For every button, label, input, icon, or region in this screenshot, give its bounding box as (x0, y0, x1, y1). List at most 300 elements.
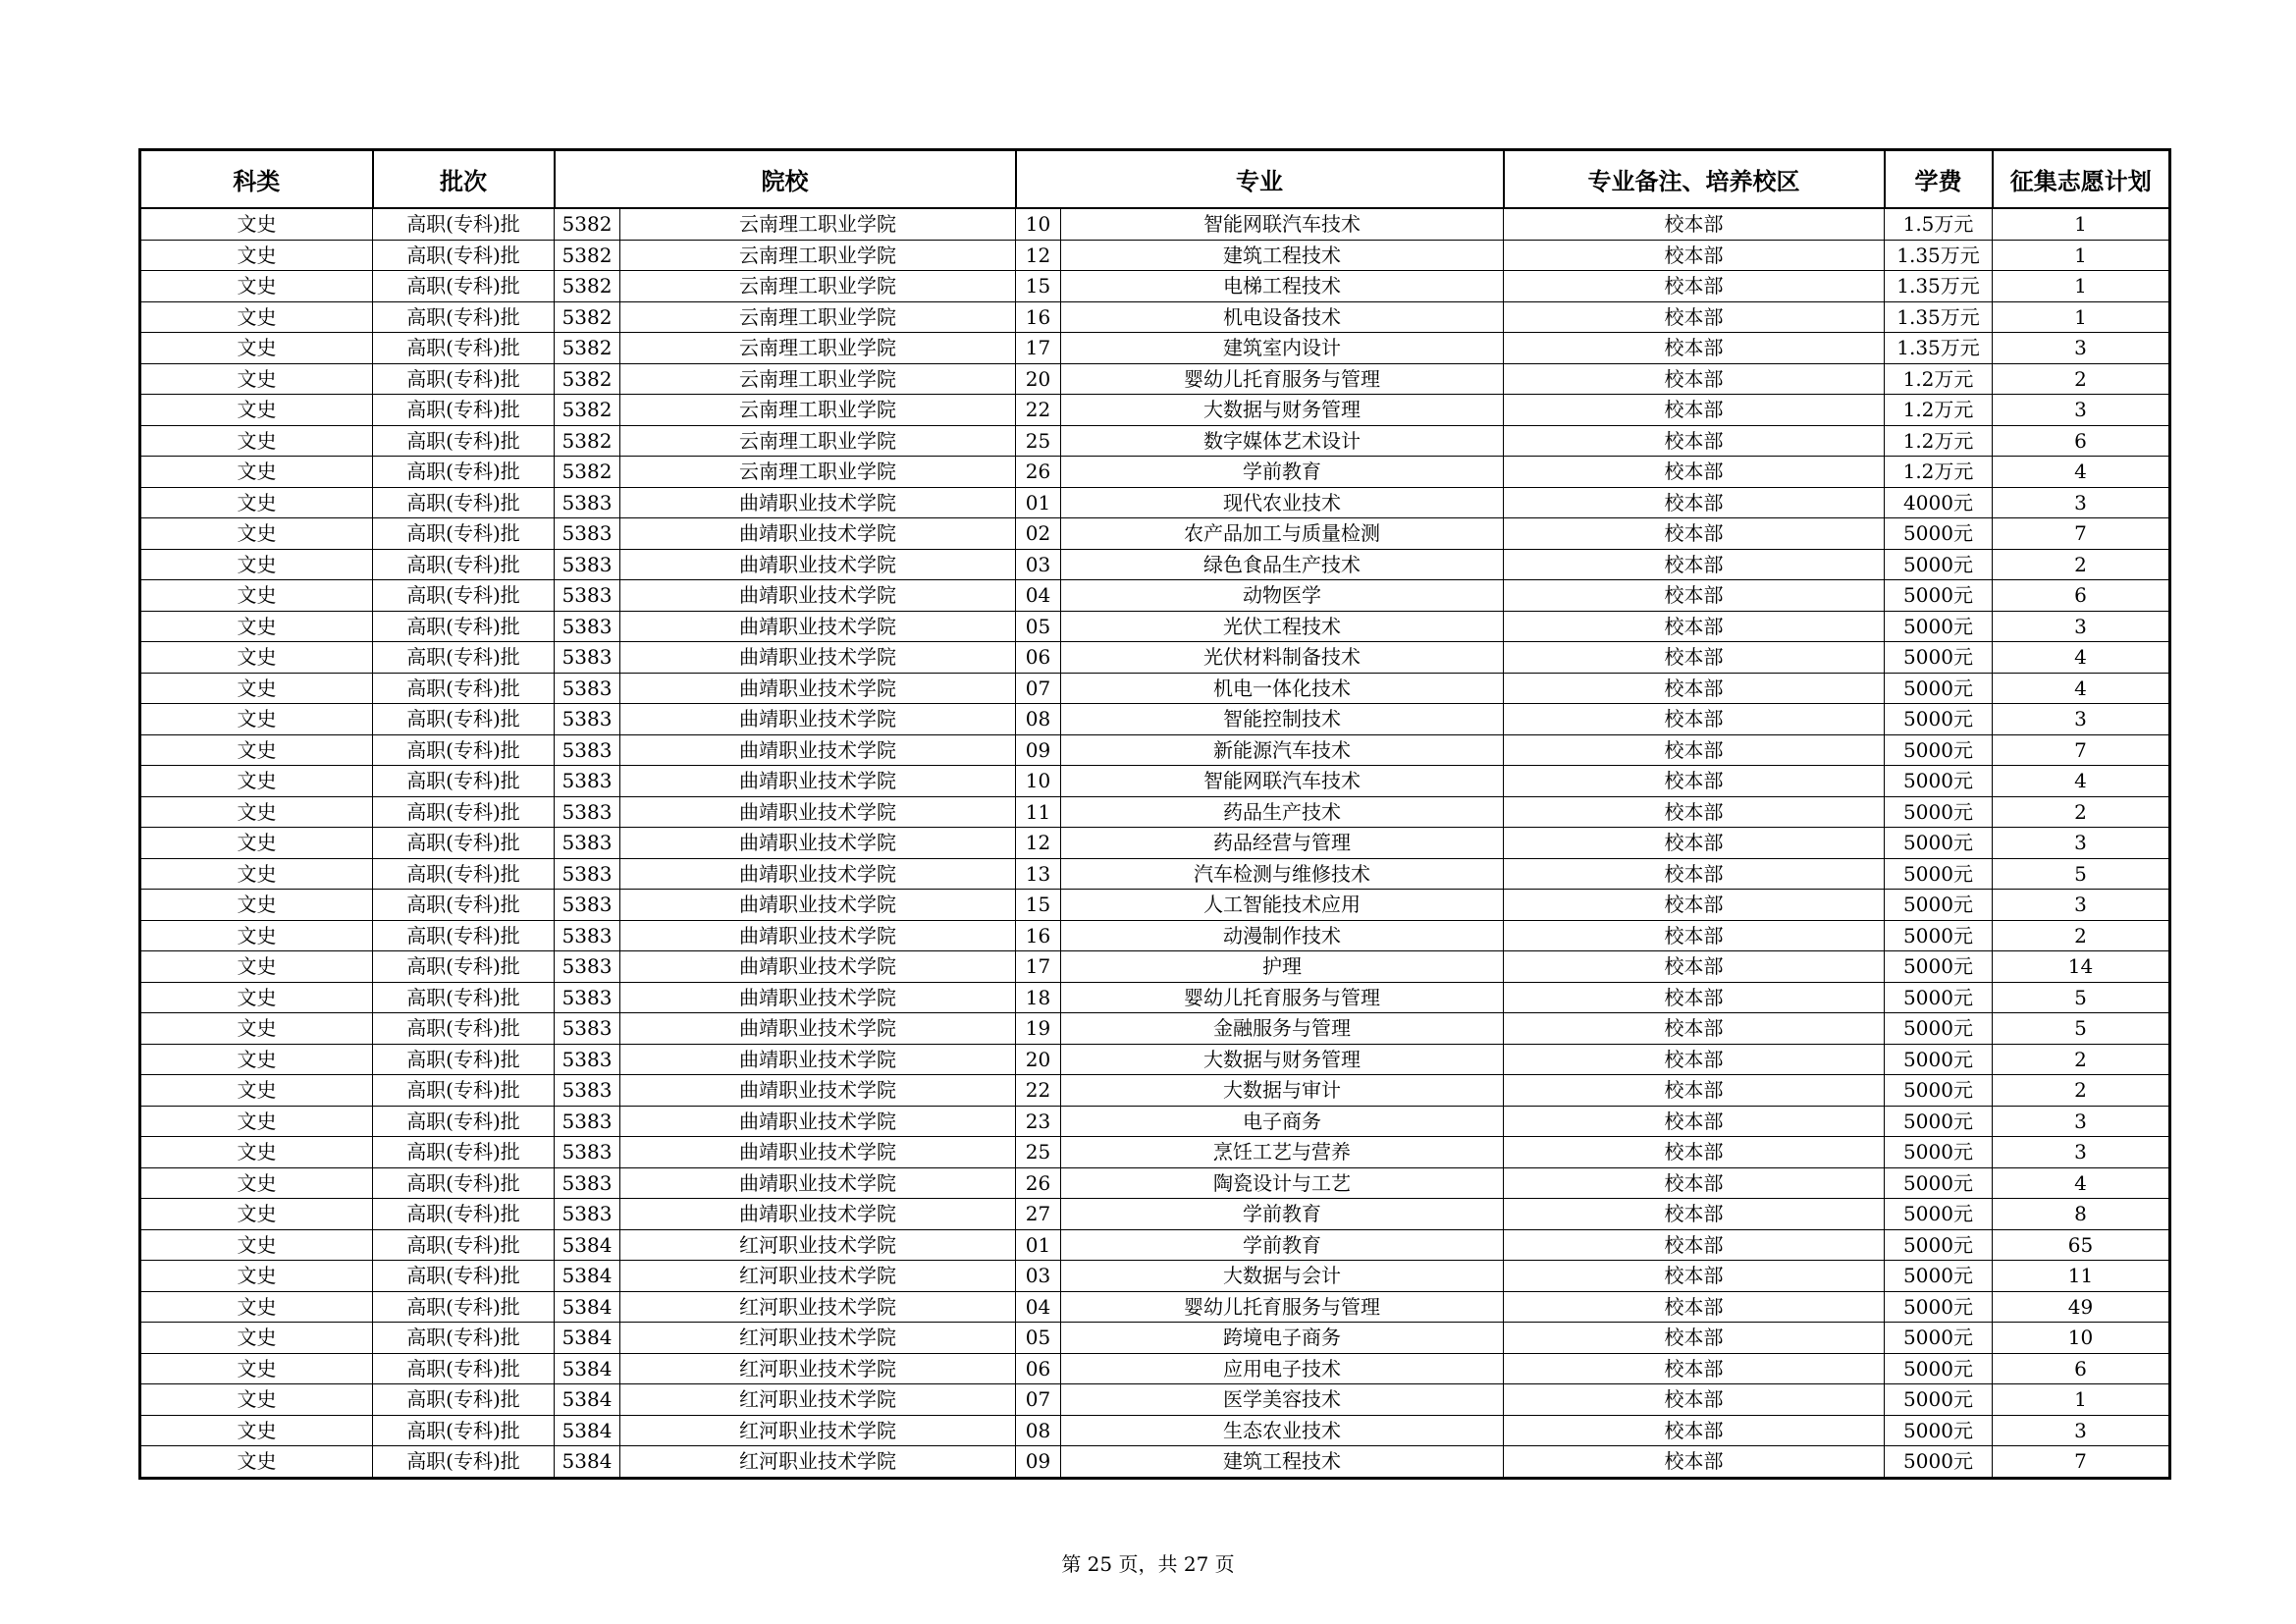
cell-school-code: 5382 (555, 208, 620, 240)
cell-major-name: 建筑工程技术 (1061, 1446, 1504, 1479)
cell-major-name: 智能控制技术 (1061, 704, 1504, 735)
cell-school-name: 曲靖职业技术学院 (620, 1044, 1016, 1075)
cell-remarks: 校本部 (1504, 1167, 1885, 1199)
cell-school-code: 5383 (555, 580, 620, 612)
cell-major-name: 大数据与财务管理 (1061, 395, 1504, 426)
cell-category: 文史 (140, 828, 373, 859)
cell-major-code: 09 (1016, 1446, 1061, 1479)
cell-major-name: 学前教育 (1061, 1199, 1504, 1230)
cell-category: 文史 (140, 1415, 373, 1446)
cell-school-code: 5383 (555, 1167, 620, 1199)
cell-school-name: 曲靖职业技术学院 (620, 890, 1016, 921)
cell-school-code: 5384 (555, 1291, 620, 1323)
cell-tuition: 4000元 (1885, 487, 1993, 518)
cell-remarks: 校本部 (1504, 828, 1885, 859)
table-row (140, 580, 2170, 612)
cell-school-name: 曲靖职业技术学院 (620, 1013, 1016, 1045)
cell-tuition: 5000元 (1885, 1353, 1993, 1384)
cell-major-name: 人工智能技术应用 (1061, 890, 1504, 921)
cell-tuition: 5000元 (1885, 673, 1993, 704)
cell-school-code: 5383 (555, 487, 620, 518)
cell-remarks: 校本部 (1504, 1384, 1885, 1416)
cell-tuition: 5000元 (1885, 766, 1993, 797)
cell-batch: 高职(专科)批 (373, 858, 555, 890)
cell-category: 文史 (140, 1353, 373, 1384)
cell-school-code: 5383 (555, 1075, 620, 1107)
cell-school-code: 5383 (555, 549, 620, 580)
cell-plan: 3 (1993, 1106, 2170, 1137)
cell-major-name: 金融服务与管理 (1061, 1013, 1504, 1045)
cell-batch: 高职(专科)批 (373, 208, 555, 240)
cell-school-name: 红河职业技术学院 (620, 1261, 1016, 1292)
table-row (140, 425, 2170, 457)
cell-category: 文史 (140, 271, 373, 302)
cell-plan: 2 (1993, 796, 2170, 828)
cell-tuition: 5000元 (1885, 1384, 1993, 1416)
cell-remarks: 校本部 (1504, 1229, 1885, 1261)
cell-school-code: 5383 (555, 1013, 620, 1045)
cell-major-code: 20 (1016, 363, 1061, 395)
cell-major-code: 13 (1016, 858, 1061, 890)
cell-plan: 4 (1993, 642, 2170, 674)
cell-major-name: 药品经营与管理 (1061, 828, 1504, 859)
cell-category: 文史 (140, 1106, 373, 1137)
cell-school-name: 红河职业技术学院 (620, 1353, 1016, 1384)
cell-tuition: 5000元 (1885, 1167, 1993, 1199)
cell-school-name: 曲靖职业技术学院 (620, 704, 1016, 735)
cell-plan: 1 (1993, 240, 2170, 271)
cell-major-code: 04 (1016, 580, 1061, 612)
cell-batch: 高职(专科)批 (373, 642, 555, 674)
table-row (140, 1261, 2170, 1292)
cell-batch: 高职(专科)批 (373, 487, 555, 518)
cell-school-code: 5382 (555, 301, 620, 333)
cell-school-code: 5382 (555, 240, 620, 271)
cell-category: 文史 (140, 1384, 373, 1416)
cell-tuition: 5000元 (1885, 704, 1993, 735)
cell-major-name: 生态农业技术 (1061, 1415, 1504, 1446)
cell-tuition: 5000元 (1885, 580, 1993, 612)
cell-remarks: 校本部 (1504, 951, 1885, 983)
cell-remarks: 校本部 (1504, 208, 1885, 240)
cell-batch: 高职(专科)批 (373, 796, 555, 828)
cell-school-code: 5383 (555, 982, 620, 1013)
cell-plan: 65 (1993, 1229, 2170, 1261)
cell-plan: 2 (1993, 1075, 2170, 1107)
table-row (140, 363, 2170, 395)
cell-category: 文史 (140, 734, 373, 766)
cell-category: 文史 (140, 1323, 373, 1354)
cell-plan: 8 (1993, 1199, 2170, 1230)
cell-tuition: 5000元 (1885, 1261, 1993, 1292)
cell-major-code: 16 (1016, 301, 1061, 333)
cell-batch: 高职(专科)批 (373, 1106, 555, 1137)
cell-school-name: 曲靖职业技术学院 (620, 796, 1016, 828)
cell-batch: 高职(专科)批 (373, 363, 555, 395)
cell-category: 文史 (140, 1075, 373, 1107)
cell-major-name: 智能网联汽车技术 (1061, 766, 1504, 797)
cell-remarks: 校本部 (1504, 1415, 1885, 1446)
cell-batch: 高职(专科)批 (373, 673, 555, 704)
cell-school-code: 5384 (555, 1323, 620, 1354)
cell-tuition: 5000元 (1885, 982, 1993, 1013)
cell-plan: 1 (1993, 271, 2170, 302)
cell-batch: 高职(专科)批 (373, 1229, 555, 1261)
cell-remarks: 校本部 (1504, 1199, 1885, 1230)
cell-major-name: 陶瓷设计与工艺 (1061, 1167, 1504, 1199)
cell-major-code: 23 (1016, 1106, 1061, 1137)
cell-remarks: 校本部 (1504, 1137, 1885, 1168)
cell-school-name: 曲靖职业技术学院 (620, 951, 1016, 983)
cell-major-name: 婴幼儿托育服务与管理 (1061, 1291, 1504, 1323)
table-row (140, 982, 2170, 1013)
cell-category: 文史 (140, 1013, 373, 1045)
cell-school-name: 曲靖职业技术学院 (620, 982, 1016, 1013)
cell-remarks: 校本部 (1504, 487, 1885, 518)
header-batch: 批次 (373, 150, 555, 209)
cell-school-name: 红河职业技术学院 (620, 1323, 1016, 1354)
cell-batch: 高职(专科)批 (373, 611, 555, 642)
cell-major-code: 06 (1016, 642, 1061, 674)
cell-major-code: 25 (1016, 425, 1061, 457)
cell-remarks: 校本部 (1504, 549, 1885, 580)
cell-plan: 7 (1993, 734, 2170, 766)
cell-tuition: 1.2万元 (1885, 457, 1993, 488)
cell-school-name: 曲靖职业技术学院 (620, 642, 1016, 674)
cell-category: 文史 (140, 951, 373, 983)
cell-major-code: 20 (1016, 1044, 1061, 1075)
table-row (140, 858, 2170, 890)
cell-tuition: 5000元 (1885, 1137, 1993, 1168)
cell-major-code: 10 (1016, 766, 1061, 797)
cell-school-name: 曲靖职业技术学院 (620, 1106, 1016, 1137)
cell-category: 文史 (140, 549, 373, 580)
cell-school-code: 5383 (555, 518, 620, 550)
cell-school-name: 曲靖职业技术学院 (620, 828, 1016, 859)
cell-category: 文史 (140, 1137, 373, 1168)
cell-plan: 6 (1993, 580, 2170, 612)
table-row (140, 828, 2170, 859)
cell-major-code: 05 (1016, 1323, 1061, 1354)
cell-tuition: 5000元 (1885, 549, 1993, 580)
table-row (140, 734, 2170, 766)
cell-plan: 10 (1993, 1323, 2170, 1354)
cell-major-name: 电子商务 (1061, 1106, 1504, 1137)
cell-category: 文史 (140, 208, 373, 240)
cell-major-name: 烹饪工艺与营养 (1061, 1137, 1504, 1168)
table-row (140, 1199, 2170, 1230)
header-category: 科类 (140, 150, 373, 209)
cell-category: 文史 (140, 642, 373, 674)
cell-major-code: 06 (1016, 1353, 1061, 1384)
cell-school-name: 云南理工职业学院 (620, 208, 1016, 240)
table-row (140, 1137, 2170, 1168)
cell-category: 文史 (140, 920, 373, 951)
cell-school-code: 5384 (555, 1229, 620, 1261)
cell-tuition: 1.2万元 (1885, 425, 1993, 457)
cell-category: 文史 (140, 890, 373, 921)
cell-tuition: 5000元 (1885, 518, 1993, 550)
cell-category: 文史 (140, 1446, 373, 1479)
cell-remarks: 校本部 (1504, 395, 1885, 426)
cell-remarks: 校本部 (1504, 642, 1885, 674)
cell-major-code: 27 (1016, 1199, 1061, 1230)
cell-school-name: 云南理工职业学院 (620, 301, 1016, 333)
cell-plan: 3 (1993, 487, 2170, 518)
cell-plan: 7 (1993, 518, 2170, 550)
cell-category: 文史 (140, 425, 373, 457)
cell-major-name: 动漫制作技术 (1061, 920, 1504, 951)
cell-school-name: 曲靖职业技术学院 (620, 766, 1016, 797)
cell-school-code: 5382 (555, 333, 620, 364)
cell-school-name: 云南理工职业学院 (620, 271, 1016, 302)
cell-school-code: 5383 (555, 704, 620, 735)
table-row (140, 1106, 2170, 1137)
cell-remarks: 校本部 (1504, 611, 1885, 642)
cell-plan: 2 (1993, 363, 2170, 395)
cell-batch: 高职(专科)批 (373, 1167, 555, 1199)
cell-school-code: 5383 (555, 890, 620, 921)
table-row (140, 920, 2170, 951)
cell-plan: 6 (1993, 1353, 2170, 1384)
table-row (140, 240, 2170, 271)
cell-major-name: 跨境电子商务 (1061, 1323, 1504, 1354)
table-row (140, 549, 2170, 580)
cell-major-name: 机电一体化技术 (1061, 673, 1504, 704)
cell-tuition: 5000元 (1885, 642, 1993, 674)
cell-school-name: 曲靖职业技术学院 (620, 734, 1016, 766)
cell-school-name: 曲靖职业技术学院 (620, 1075, 1016, 1107)
cell-major-name: 婴幼儿托育服务与管理 (1061, 982, 1504, 1013)
cell-plan: 5 (1993, 982, 2170, 1013)
cell-school-name: 云南理工职业学院 (620, 363, 1016, 395)
cell-plan: 5 (1993, 1013, 2170, 1045)
cell-category: 文史 (140, 363, 373, 395)
cell-plan: 2 (1993, 549, 2170, 580)
table-row (140, 1384, 2170, 1416)
cell-school-code: 5383 (555, 796, 620, 828)
cell-major-name: 大数据与财务管理 (1061, 1044, 1504, 1075)
cell-tuition: 1.35万元 (1885, 240, 1993, 271)
cell-plan: 4 (1993, 673, 2170, 704)
cell-major-name: 医学美容技术 (1061, 1384, 1504, 1416)
header-remarks: 专业备注、培养校区 (1504, 150, 1885, 209)
cell-school-name: 红河职业技术学院 (620, 1291, 1016, 1323)
table-row (140, 1167, 2170, 1199)
table-row (140, 642, 2170, 674)
cell-plan: 4 (1993, 457, 2170, 488)
cell-major-name: 绿色食品生产技术 (1061, 549, 1504, 580)
cell-major-code: 11 (1016, 796, 1061, 828)
cell-major-code: 05 (1016, 611, 1061, 642)
cell-major-name: 大数据与会计 (1061, 1261, 1504, 1292)
cell-school-name: 红河职业技术学院 (620, 1229, 1016, 1261)
cell-major-name: 光伏材料制备技术 (1061, 642, 1504, 674)
cell-remarks: 校本部 (1504, 425, 1885, 457)
cell-school-code: 5382 (555, 395, 620, 426)
cell-batch: 高职(专科)批 (373, 920, 555, 951)
cell-major-code: 16 (1016, 920, 1061, 951)
cell-school-code: 5384 (555, 1446, 620, 1479)
cell-school-name: 曲靖职业技术学院 (620, 518, 1016, 550)
cell-category: 文史 (140, 1167, 373, 1199)
cell-batch: 高职(专科)批 (373, 1415, 555, 1446)
cell-tuition: 1.2万元 (1885, 363, 1993, 395)
cell-category: 文史 (140, 240, 373, 271)
cell-remarks: 校本部 (1504, 704, 1885, 735)
cell-batch: 高职(专科)批 (373, 1261, 555, 1292)
cell-tuition: 5000元 (1885, 1446, 1993, 1479)
cell-tuition: 5000元 (1885, 1199, 1993, 1230)
cell-school-code: 5383 (555, 951, 620, 983)
cell-category: 文史 (140, 301, 373, 333)
table-row (140, 796, 2170, 828)
table-row (140, 1075, 2170, 1107)
cell-remarks: 校本部 (1504, 271, 1885, 302)
cell-batch: 高职(专科)批 (373, 704, 555, 735)
cell-batch: 高职(专科)批 (373, 580, 555, 612)
cell-remarks: 校本部 (1504, 333, 1885, 364)
cell-major-name: 建筑室内设计 (1061, 333, 1504, 364)
cell-school-code: 5383 (555, 1106, 620, 1137)
cell-school-name: 曲靖职业技术学院 (620, 487, 1016, 518)
cell-school-name: 红河职业技术学院 (620, 1415, 1016, 1446)
table-row (140, 301, 2170, 333)
cell-remarks: 校本部 (1504, 457, 1885, 488)
cell-major-code: 18 (1016, 982, 1061, 1013)
table-row (140, 1323, 2170, 1354)
cell-plan: 1 (1993, 301, 2170, 333)
header-school: 院校 (555, 150, 1016, 209)
cell-school-code: 5384 (555, 1415, 620, 1446)
cell-plan: 4 (1993, 766, 2170, 797)
cell-remarks: 校本部 (1504, 363, 1885, 395)
table-row (140, 1044, 2170, 1075)
cell-category: 文史 (140, 333, 373, 364)
cell-tuition: 5000元 (1885, 1415, 1993, 1446)
table-row (140, 1446, 2170, 1479)
cell-plan: 5 (1993, 858, 2170, 890)
cell-tuition: 5000元 (1885, 828, 1993, 859)
cell-tuition: 5000元 (1885, 920, 1993, 951)
cell-school-name: 云南理工职业学院 (620, 457, 1016, 488)
cell-major-code: 19 (1016, 1013, 1061, 1045)
cell-school-name: 曲靖职业技术学院 (620, 1167, 1016, 1199)
cell-major-name: 汽车检测与维修技术 (1061, 858, 1504, 890)
cell-remarks: 校本部 (1504, 1291, 1885, 1323)
cell-major-name: 新能源汽车技术 (1061, 734, 1504, 766)
cell-school-name: 曲靖职业技术学院 (620, 673, 1016, 704)
cell-batch: 高职(专科)批 (373, 1323, 555, 1354)
page-footer: 第 25 页，共 27 页 (1061, 1552, 1235, 1576)
cell-major-name: 学前教育 (1061, 457, 1504, 488)
cell-batch: 高职(专科)批 (373, 951, 555, 983)
cell-tuition: 5000元 (1885, 1323, 1993, 1354)
cell-remarks: 校本部 (1504, 734, 1885, 766)
table-row (140, 518, 2170, 550)
cell-plan: 3 (1993, 704, 2170, 735)
table-row (140, 1013, 2170, 1045)
cell-plan: 11 (1993, 1261, 2170, 1292)
cell-batch: 高职(专科)批 (373, 457, 555, 488)
cell-batch: 高职(专科)批 (373, 766, 555, 797)
cell-school-code: 5382 (555, 457, 620, 488)
cell-batch: 高职(专科)批 (373, 1075, 555, 1107)
cell-school-name: 曲靖职业技术学院 (620, 611, 1016, 642)
cell-plan: 4 (1993, 1167, 2170, 1199)
header-plan: 征集志愿计划 (1993, 150, 2170, 209)
cell-school-name: 红河职业技术学院 (620, 1446, 1016, 1479)
cell-tuition: 1.5万元 (1885, 208, 1993, 240)
cell-school-name: 曲靖职业技术学院 (620, 1199, 1016, 1230)
cell-major-name: 现代农业技术 (1061, 487, 1504, 518)
cell-major-code: 08 (1016, 1415, 1061, 1446)
cell-category: 文史 (140, 704, 373, 735)
cell-major-code: 26 (1016, 457, 1061, 488)
cell-plan: 3 (1993, 611, 2170, 642)
cell-remarks: 校本部 (1504, 673, 1885, 704)
cell-batch: 高职(专科)批 (373, 549, 555, 580)
cell-major-name: 建筑工程技术 (1061, 240, 1504, 271)
table-row (140, 1353, 2170, 1384)
table-row (140, 1229, 2170, 1261)
cell-major-name: 大数据与审计 (1061, 1075, 1504, 1107)
cell-category: 文史 (140, 858, 373, 890)
cell-tuition: 5000元 (1885, 951, 1993, 983)
cell-category: 文史 (140, 611, 373, 642)
cell-remarks: 校本部 (1504, 1353, 1885, 1384)
cell-school-code: 5384 (555, 1261, 620, 1292)
cell-category: 文史 (140, 1044, 373, 1075)
cell-major-code: 10 (1016, 208, 1061, 240)
cell-tuition: 5000元 (1885, 1044, 1993, 1075)
cell-plan: 3 (1993, 828, 2170, 859)
cell-school-name: 云南理工职业学院 (620, 333, 1016, 364)
cell-plan: 7 (1993, 1446, 2170, 1479)
table-row (140, 890, 2170, 921)
cell-school-name: 曲靖职业技术学院 (620, 858, 1016, 890)
cell-plan: 14 (1993, 951, 2170, 983)
cell-major-name: 智能网联汽车技术 (1061, 208, 1504, 240)
cell-major-code: 01 (1016, 487, 1061, 518)
cell-school-code: 5383 (555, 920, 620, 951)
cell-major-name: 光伏工程技术 (1061, 611, 1504, 642)
cell-remarks: 校本部 (1504, 1044, 1885, 1075)
cell-school-code: 5383 (555, 611, 620, 642)
cell-remarks: 校本部 (1504, 240, 1885, 271)
cell-batch: 高职(专科)批 (373, 1384, 555, 1416)
cell-batch: 高职(专科)批 (373, 1137, 555, 1168)
cell-batch: 高职(专科)批 (373, 518, 555, 550)
cell-school-name: 云南理工职业学院 (620, 425, 1016, 457)
cell-batch: 高职(专科)批 (373, 1353, 555, 1384)
cell-batch: 高职(专科)批 (373, 271, 555, 302)
cell-batch: 高职(专科)批 (373, 333, 555, 364)
cell-school-code: 5383 (555, 642, 620, 674)
cell-tuition: 1.2万元 (1885, 395, 1993, 426)
cell-plan: 2 (1993, 920, 2170, 951)
cell-major-code: 12 (1016, 240, 1061, 271)
cell-major-code: 12 (1016, 828, 1061, 859)
cell-remarks: 校本部 (1504, 890, 1885, 921)
table-body (140, 208, 2170, 1478)
cell-school-name: 红河职业技术学院 (620, 1384, 1016, 1416)
cell-major-code: 07 (1016, 673, 1061, 704)
cell-school-name: 云南理工职业学院 (620, 240, 1016, 271)
cell-school-code: 5383 (555, 734, 620, 766)
cell-major-code: 17 (1016, 333, 1061, 364)
cell-tuition: 1.35万元 (1885, 271, 1993, 302)
